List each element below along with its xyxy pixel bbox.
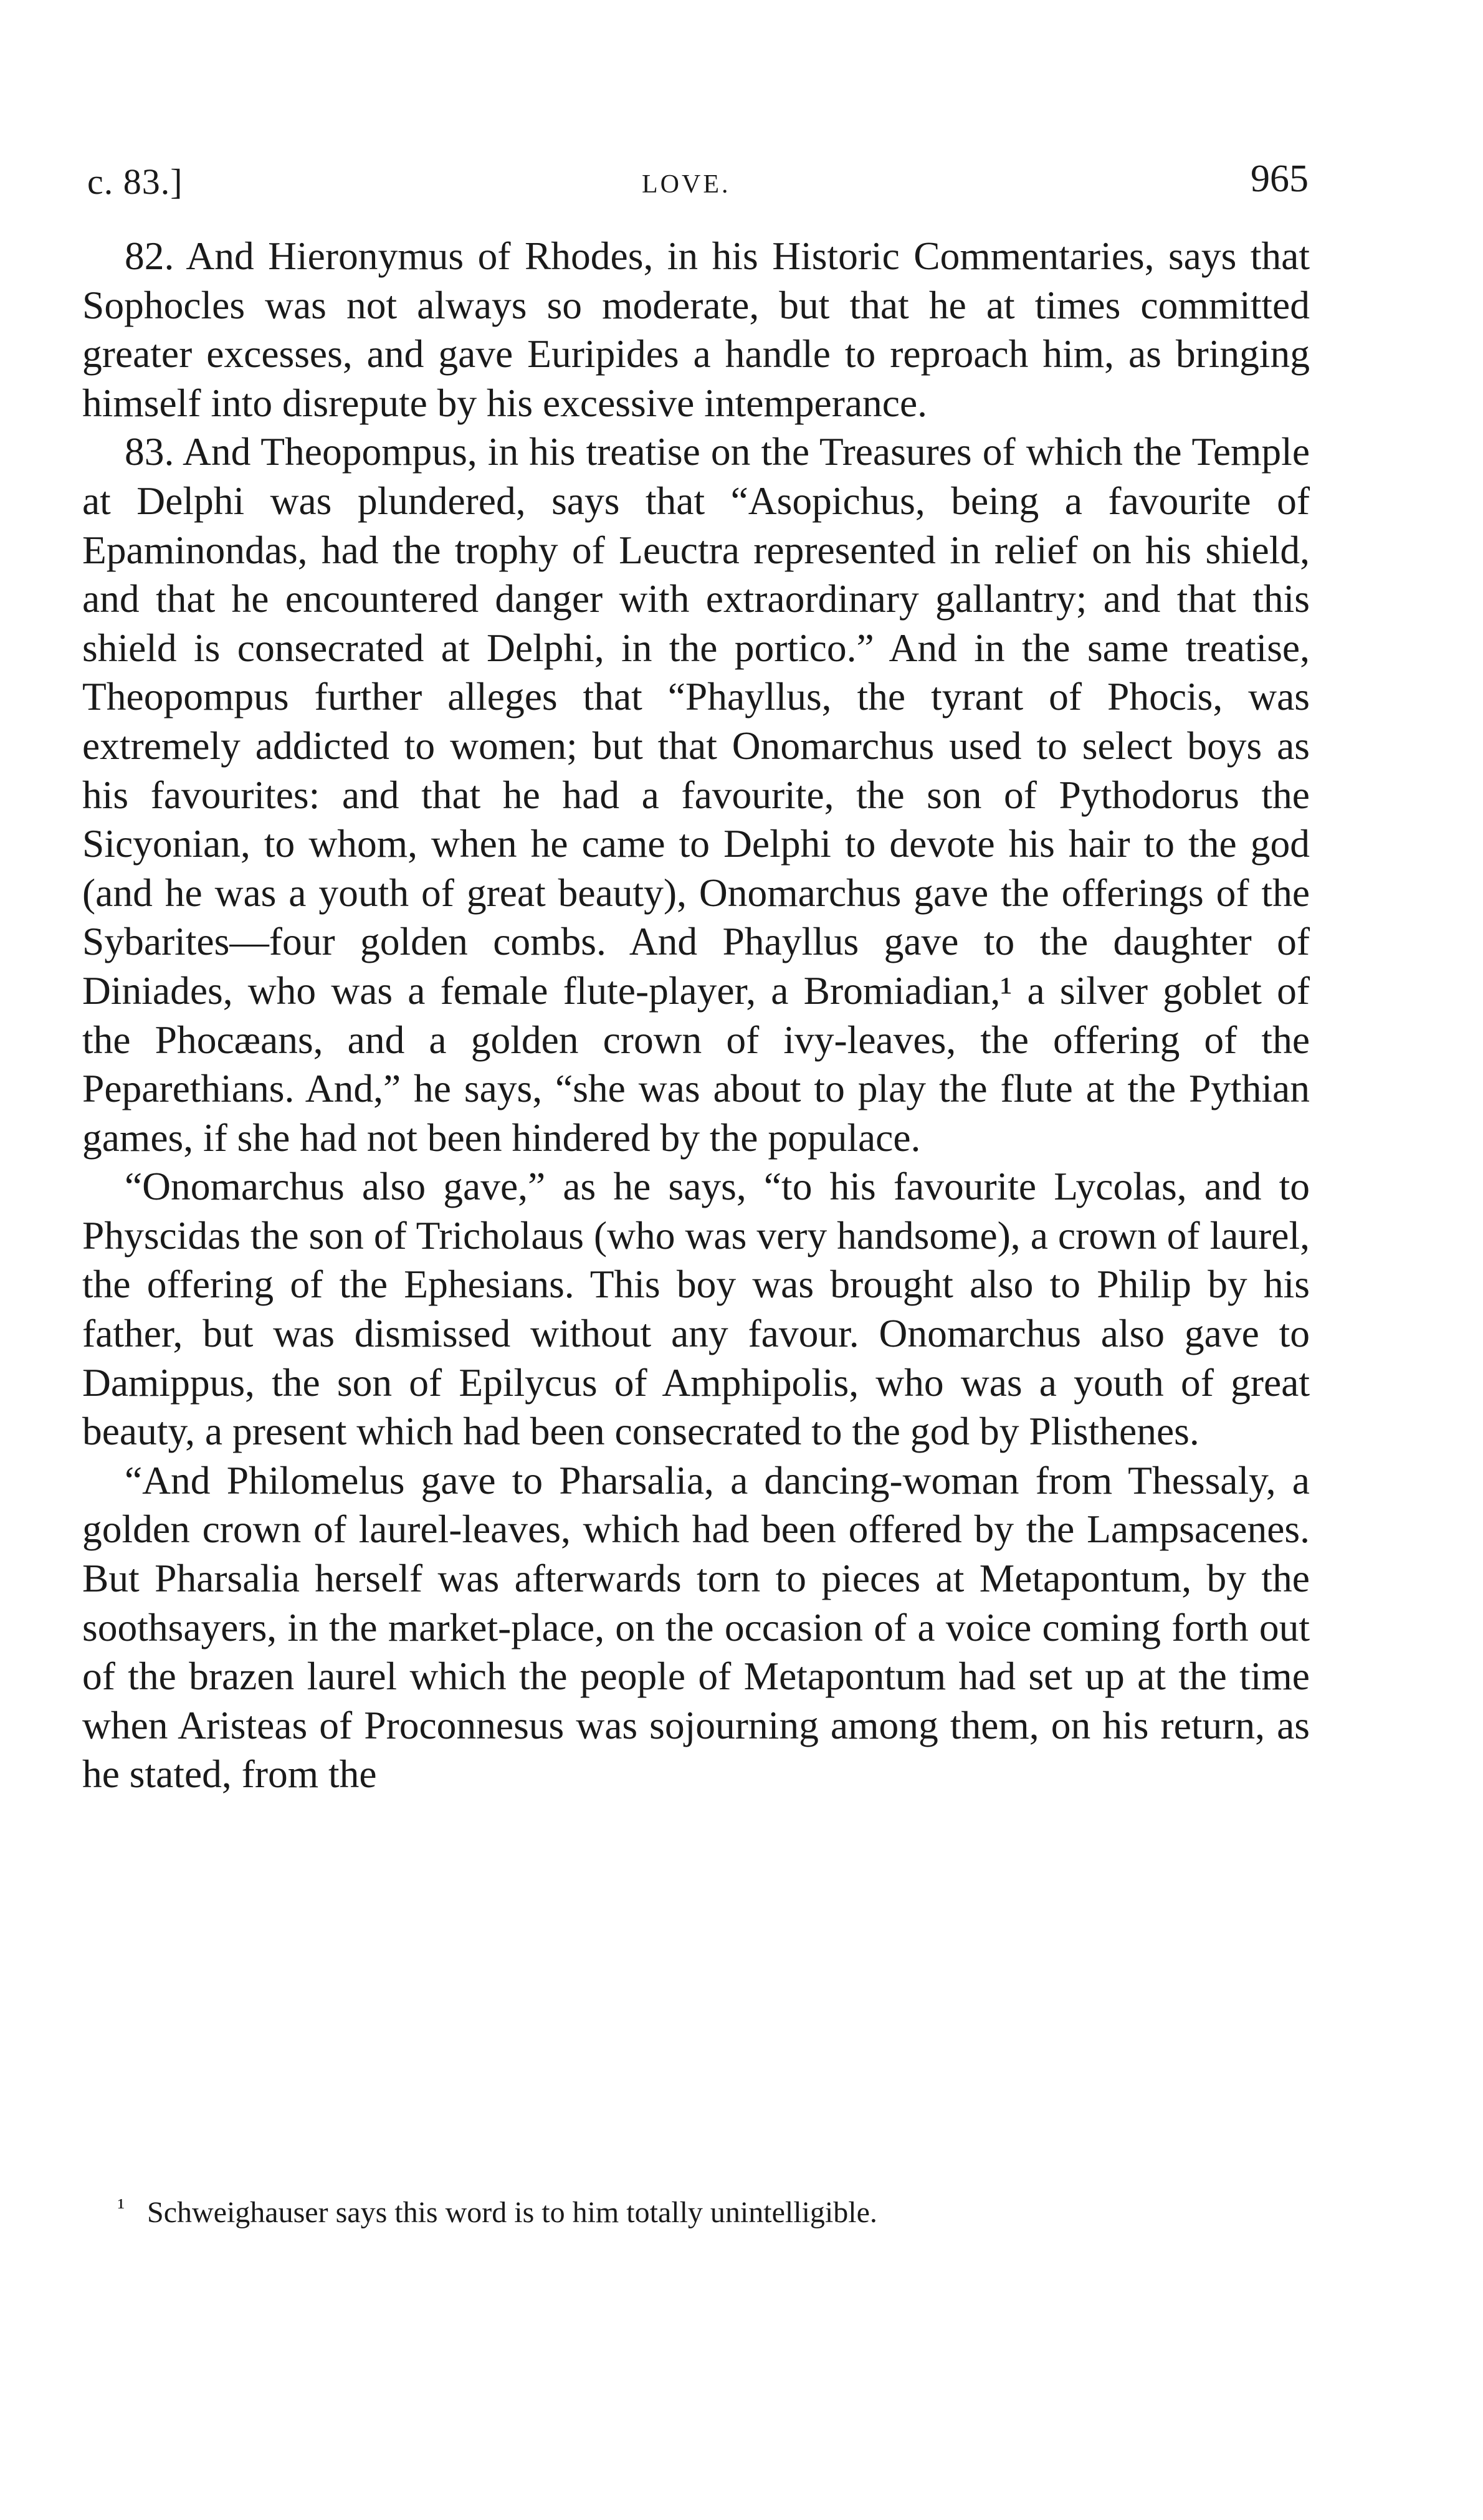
paragraph-83: 83. And Theopompus, in his treatise on the Treasures of which the Temple at Delphi was plundered, says that “Asopichus, being a favourite of Epaminondas, had the trophy of Leuctra represented in relief on his shield, and that he encountered danger with extraordinary gallantry; and that this shield is consecrated at Delphi, in the portico.” And in the same treatise, Theopompus further alleges that “Phayllus, the tyrant of Phocis, was extremely addicted to women; but that Onomarchus used to select boys as his favourites: and that he had a favourite, the son of Pythodorus the Sicyonian, to whom, when he came to Delphi to devote his hair to the god (and he was a youth of great beauty), Onomarchus gave the offerings of the Sybarites—four golden combs. And Phayllus gave to the daughter of Diniades, who was a female flute-player, a Bromiadian,¹ a silver goblet of the Phocæans, and a golden crown of ivy-leaves, the offering of the Peparethians. And,” he says, “she was about to play the flute at the Pythian games, if she had not been hindered by the populace.: [82, 429, 1310, 1160]
paragraph-82: 82. And Hieronymus of Rhodes, in his Historic Commentaries, says that Sophocles was not always so moderate, but that he at times committed greater excesses, and gave Euripides a handle to reproach him, as bringing himself into disrepute by his excessive intemperance.: [82, 234, 1310, 425]
running-title: LOVE.: [642, 170, 731, 199]
paragraph-onomarchus: “Onomarchus also gave,” as he says, “to his favourite Lycolas, and to Physcidas the son of Tricholaus (who was very handsome), a crown of laurel, the offering of the Ephesians. This boy was brought also to Philip by his father, but was dismissed without any favour. Onomarchus also gave to Damippus, the son of Epilycus of Amphipolis, who was a youth of great beauty, a present which had been consecrated to the god by Plisthenes.: [82, 1164, 1310, 1454]
main-text: [82, 232, 1310, 1799]
footnote: [82, 2188, 1310, 2231]
section-reference: c. 83.]: [87, 161, 183, 202]
footnote-marker: ¹: [117, 2194, 125, 2220]
page-number: 965: [1251, 158, 1309, 200]
footnote-text: Schweighauser says this word is to him totally unintelligible.: [147, 2196, 877, 2229]
running-header: [87, 158, 1309, 217]
paragraph-philomelus: “And Philomelus gave to Pharsalia, a dancing-woman from Thessaly, a golden crown of laurel-leaves, which had been offered by the Lampsacenes. But Pharsalia herself was afterwards torn to pieces at Metapontum, by the soothsayers, in the market-place, on the occasion of a voice coming forth out of the brazen laurel which the people of Metapontum had set up at the time when Aristeas of Proconnesus was sojourning among them, on his return, as he stated, from the: [82, 1458, 1310, 1797]
